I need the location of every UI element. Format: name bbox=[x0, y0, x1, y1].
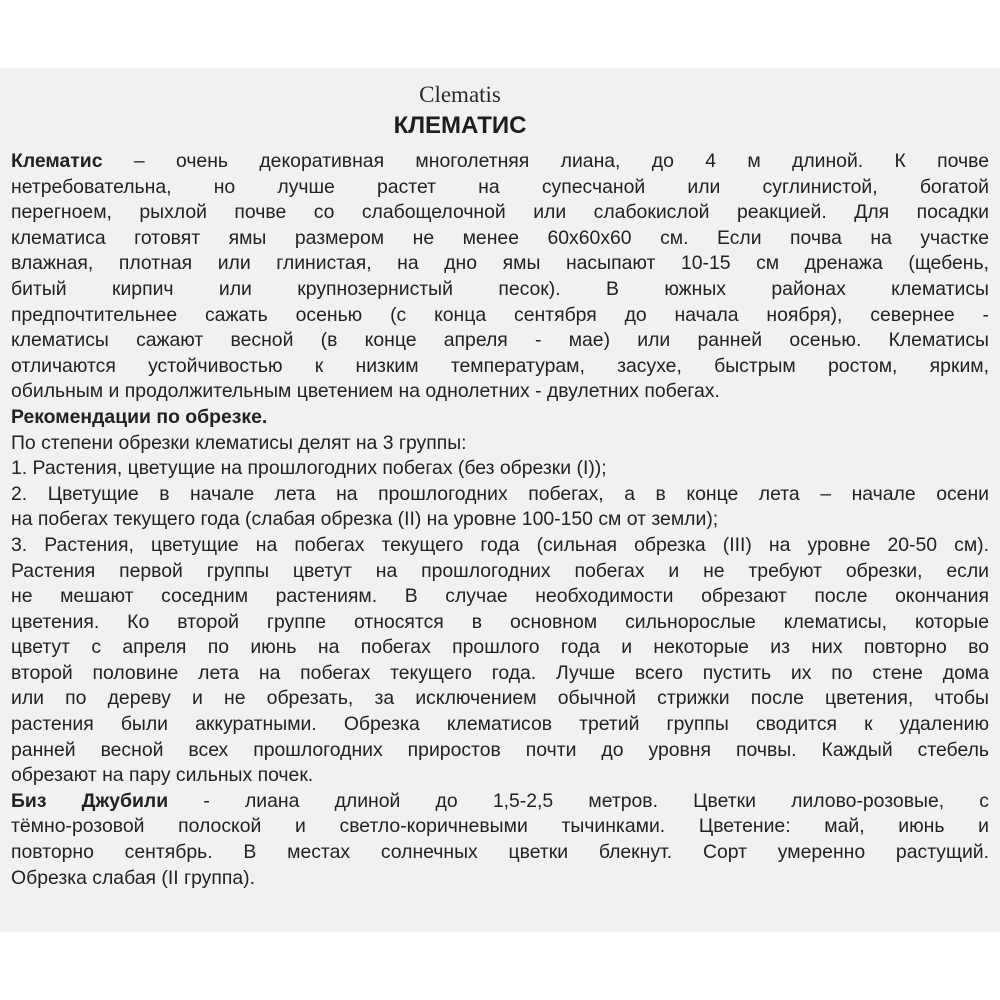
pruning-line: 3. Растения, цветущие на побегах текущего года (сильная обрезка (III) на уровне 20-50 см). bbox=[11, 533, 989, 556]
intro-line-1 bbox=[11, 149, 989, 175]
latin-title: Clematis bbox=[419, 82, 501, 107]
pruning-line: Растения первой группы цветут на прошлогодних побегах и не требуют обрезки, если bbox=[11, 559, 989, 582]
variety-line: Обрезка слабая (II группа). bbox=[11, 866, 256, 889]
variety-line: повторно сентябрь. В местах солнечных цветки блекнут. Сорт умеренно растущий. bbox=[11, 841, 989, 864]
variety-line-1 bbox=[11, 789, 989, 815]
pruning-line: 2. Цветущие в начале лета на прошлогодних побегах, а в конце лета – начале осени bbox=[11, 482, 989, 505]
pruning-line: цветения. Ко второй группе относятся в основном сильнорослые клематисы, которые bbox=[11, 610, 989, 633]
pruning-line: второй половине лета на побегах текущего года. Лучше всего пустить их по стене дома bbox=[11, 661, 989, 684]
pruning-line: растения были аккуратными. Обрезка клематисов третий группы сводится к удалению bbox=[11, 713, 989, 736]
intro-term: Клематис bbox=[11, 150, 103, 172]
variety-line-text: - лиана длиной до 1,5-2,5 метров. Цветки лилово-розовые, с bbox=[168, 789, 989, 812]
pruning-line: По степени обрезки клематисы делят на 3 группы: bbox=[11, 431, 467, 454]
intro-line: влажная, плотная или глинистая, на дно ямы насыпают 10-15 см дренажа (щебень, bbox=[11, 252, 989, 275]
pruning-heading: Рекомендации по обрезке. bbox=[11, 405, 268, 428]
intro-line: битый кирпич или крупнозернистый песок). В южных районах клематисы bbox=[11, 277, 989, 300]
intro-line: нетребовательна, но лучше растет на супесчаной или суглинистой, богатой bbox=[11, 175, 989, 198]
intro-line: клематисы сажают весной (в конце апреля - мае) или ранней осенью. Клематисы bbox=[11, 329, 989, 352]
pruning-line: или по дереву и не обрезать, за исключением обычной стрижки после цветения, чтобы bbox=[11, 687, 989, 710]
pruning-line: цветут с апреля по июнь на побегах прошлого года и некоторые из них повторно во bbox=[11, 636, 989, 659]
pruning-line: ранней весной всех прошлогодних приростов почти до уровня почвы. Каждый стебель bbox=[11, 738, 989, 761]
intro-line: перегноем, рыхлой почве со слабощелочной или слабокислой реакцией. Для посадки bbox=[11, 201, 989, 224]
intro-line: предпочтительнее сажать осенью (с конца сентября до начала ноября), севернее - bbox=[11, 303, 989, 326]
variety-term: Биз Джубили bbox=[11, 789, 169, 812]
package-label bbox=[0, 68, 1000, 932]
pruning-line: не мешают соседним растениям. В случае необходимости обрезают после окончания bbox=[11, 585, 989, 608]
intro-line-text: – очень декоративная многолетняя лиана, до 4 м длиной. К почве bbox=[102, 150, 989, 172]
pruning-line: обрезают на пару сильных почек. bbox=[11, 764, 314, 787]
description-text bbox=[11, 149, 989, 891]
intro-line: клематиса готовят ямы размером не менее 60х60х60 см. Если почва на участке bbox=[11, 226, 989, 249]
pruning-line: на побегах текущего года (слабая обрезка (II) на уровне 100-150 см от земли); bbox=[11, 508, 719, 531]
russian-title: КЛЕМАТИС bbox=[393, 112, 527, 139]
intro-line: обильным и продолжительным цветением на однолетних - двулетних побегах. bbox=[11, 380, 720, 403]
pruning-line: 1. Растения, цветущие на прошлогодних побегах (без обрезки (I)); bbox=[11, 457, 607, 480]
intro-line: отличаются устойчивостью к низким температурам, засухе, быстрым ростом, ярким, bbox=[11, 354, 989, 377]
variety-line: тёмно-розовой полоской и светло-коричневыми тычинками. Цветение: май, июнь и bbox=[11, 815, 989, 838]
